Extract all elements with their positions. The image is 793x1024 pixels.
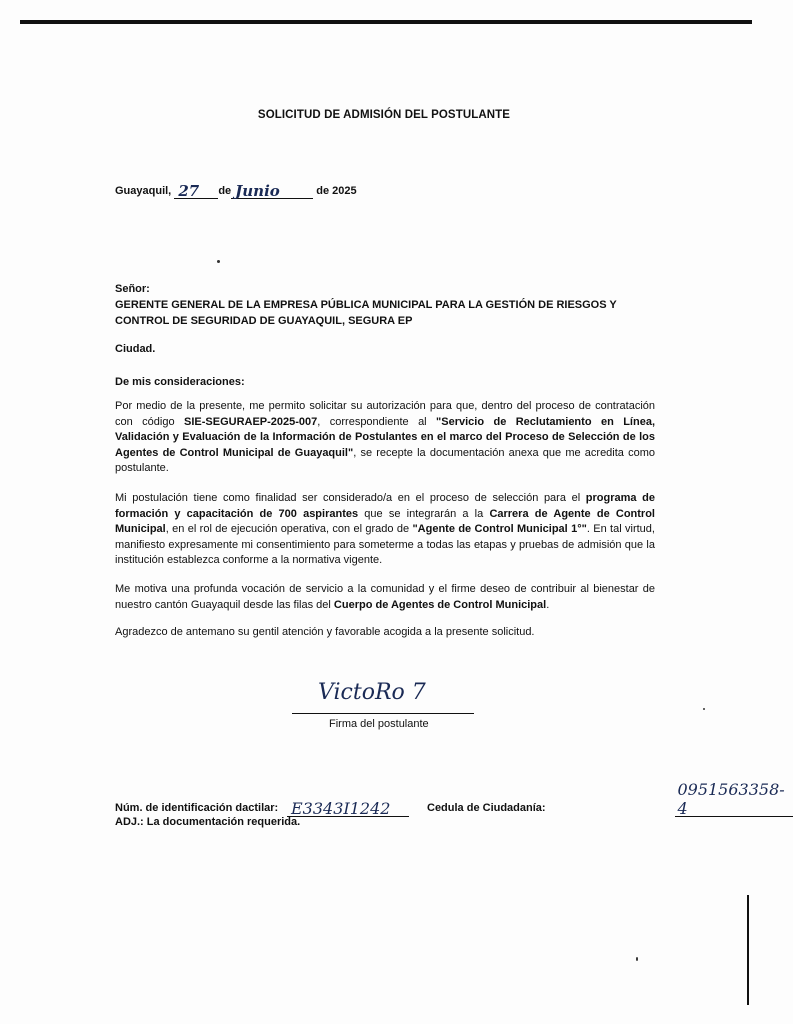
recipient-city: Ciudad. <box>115 343 156 355</box>
corps-name: Cuerpo de Agentes de Control Municipal <box>333 598 547 611</box>
p3-text-b: . <box>546 598 550 611</box>
paragraph-1 <box>115 399 655 477</box>
recipient-line-2: CONTROL DE SEGURIDAD DE GUAYAQUIL, SEGURA EP <box>115 315 413 327</box>
contract-code: SIE-SEGURAEP-2025-007 <box>184 415 318 428</box>
speck-mark <box>636 957 638 961</box>
document-title: SOLICITUD DE ADMISIÓN DEL POSTULANTE <box>257 109 511 121</box>
paragraph-4: Agradezco de antemano su gentil atención y favorable acogida a la presente solicitud. <box>115 626 535 638</box>
p2-text-c: , en el rol de ejecución operativa, con el grado de <box>165 523 413 535</box>
speck-mark <box>217 260 220 263</box>
cedula-label: Cedula de Ciudadanía: <box>427 802 546 814</box>
service-name: "Servicio de Reclutamiento en Línea, Validación y Evaluación de la Información de Postulantes en el marco del Proceso de Selección de los Agentes de Control Municipal de Guayaquil" <box>115 415 655 459</box>
speck-mark <box>703 708 705 710</box>
dactilar-value: E3343I1242 <box>291 799 391 818</box>
greeting: De mis consideraciones: <box>115 376 245 388</box>
salutation: Señor: <box>115 283 150 295</box>
dactilar-blank <box>287 799 409 818</box>
date-connector: de <box>218 185 232 197</box>
p3-text-a: Me motiva una profunda vocación de servicio a la comunidad y el firme deseo de contribuir al bienestar de nuestro cantón Guayaquil desde las filas del <box>115 583 655 611</box>
p2-text-d: . En tal virtud, manifiesto expresamente mi consentimiento para someterme a todas las etapas y pruebas de admisión que la institución establezca conforme a la normativa vigente. <box>115 523 655 566</box>
cedula-blank <box>675 780 793 818</box>
date-city: Guayaquil, <box>115 185 172 197</box>
signature-line <box>292 713 474 714</box>
date-day-blank <box>174 184 218 199</box>
p2-text-b: que se integrarán a la <box>358 507 490 520</box>
p1-text-a: Por medio de la presente, me permito solicitar su autorización para que, dentro del proceso de contratación con código <box>115 400 655 428</box>
top-border-line <box>20 20 752 24</box>
paragraph-3 <box>115 582 655 613</box>
scan-edge-mark <box>747 895 749 1005</box>
cedula-value: 0951563358-4 <box>677 780 785 818</box>
grade-name: "Agente de Control Municipal 1°" <box>412 523 587 535</box>
p1-text-c: , se recepte la documentación anexa que me acredita como postulante. <box>115 446 655 474</box>
career-name: Carrera de Agente de Control Municipal <box>115 507 655 535</box>
p1-text-b: , correspondiente al <box>317 415 437 428</box>
signature-label: Firma del postulante <box>329 718 429 730</box>
attachment-note: ADJ.: La documentación requerida. <box>115 816 301 828</box>
recipient-line-1: GERENTE GENERAL DE LA EMPRESA PÚBLICA MUNICIPAL PARA LA GESTIÓN DE RIESGOS Y <box>115 299 617 311</box>
paragraph-2 <box>115 491 655 569</box>
date-line <box>115 184 357 199</box>
handwritten-signature: VictoRo 7 <box>318 680 426 705</box>
date-month: Junio <box>235 182 280 200</box>
p2-text-a: Mi postulación tiene como finalidad ser considerado/a en el proceso de selección para el <box>115 492 586 504</box>
date-day: 27 <box>178 182 200 200</box>
dactilar-label: Núm. de identificación dactilar: <box>115 802 279 814</box>
date-month-blank <box>231 184 313 199</box>
date-year: de 2025 <box>316 185 357 197</box>
program-name: programa de formación y capacitación de 700 aspirantes <box>115 492 655 520</box>
